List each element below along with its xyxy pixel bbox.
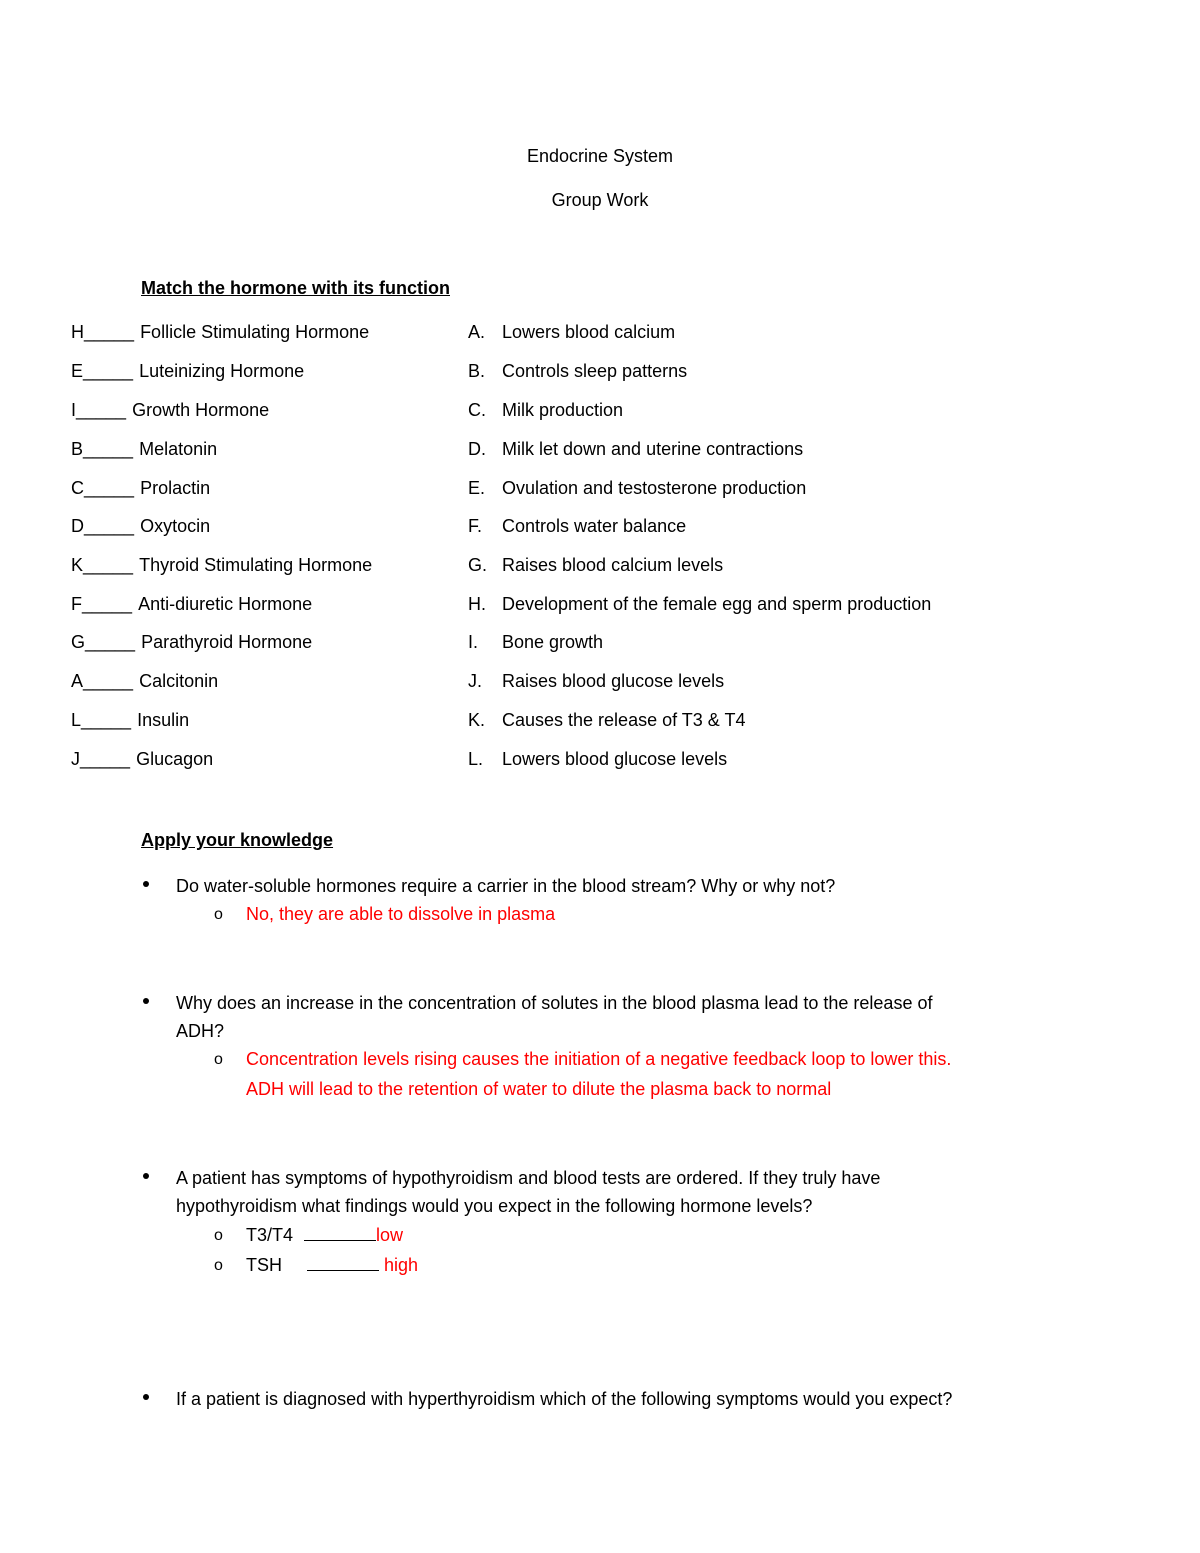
hormone-answer: F	[71, 594, 82, 614]
function-letter: B.	[468, 361, 486, 381]
hormone-level-label: T3/T4	[246, 1225, 294, 1245]
question-2-line-2: ADH?	[176, 1021, 225, 1041]
function-row	[468, 437, 803, 461]
hormone-row	[71, 669, 218, 693]
hormone-level-answer: high	[384, 1255, 419, 1275]
bullet-icon	[143, 1173, 149, 1179]
hormone-answer: D	[71, 516, 84, 536]
function-row	[468, 592, 931, 616]
hormone-row	[71, 708, 189, 732]
hormone-name: Prolactin	[140, 478, 211, 498]
function-text: Development of the female egg and sperm production	[502, 594, 932, 614]
hormone-name: Melatonin	[139, 439, 218, 459]
function-row	[468, 359, 687, 383]
function-text: Controls water balance	[502, 516, 687, 536]
function-row	[468, 476, 806, 500]
hormone-answer: J	[71, 749, 80, 769]
hormone-level-item-tsh	[246, 1253, 418, 1277]
answer-blank	[307, 1266, 379, 1271]
function-row	[468, 669, 724, 693]
function-text: Milk let down and uterine contractions	[502, 439, 804, 459]
function-text: Raises blood glucose levels	[502, 671, 725, 691]
function-row	[468, 398, 623, 422]
sub-bullet-icon: o	[214, 1227, 223, 1244]
hormone-row	[71, 747, 213, 771]
hormone-name: Luteinizing Hormone	[139, 361, 305, 381]
sub-bullet-icon: o	[214, 1257, 223, 1274]
question-4: If a patient is diagnosed with hyperthyroidism which of the following symptoms would you expect?	[176, 1389, 953, 1409]
function-row	[468, 630, 603, 654]
hormone-name: Follicle Stimulating Hormone	[140, 322, 370, 342]
hormone-row	[71, 514, 210, 538]
hormone-name: Thyroid Stimulating Hormone	[139, 555, 373, 575]
hormone-answer: A	[71, 671, 84, 691]
hormone-answer: G	[71, 632, 86, 652]
hormone-row	[71, 398, 269, 422]
question-3-line-2: hypothyroidism what findings would you expect in the following hormone levels?	[176, 1196, 813, 1216]
hormone-row	[71, 359, 304, 383]
answer-blank	[304, 1236, 376, 1241]
hormone-level-item-t3t4	[246, 1223, 403, 1247]
function-letter: H.	[468, 594, 486, 614]
function-text: Causes the release of T3 & T4	[502, 710, 746, 730]
answer-blank: _____	[84, 478, 135, 498]
question-3-line-1: A patient has symptoms of hypothyroidism and blood tests are ordered. If they truly have	[176, 1168, 881, 1188]
answer-blank: _____	[76, 400, 127, 420]
bullet-icon	[143, 1394, 149, 1400]
hormone-row	[71, 476, 210, 500]
function-letter: I.	[468, 632, 479, 652]
answer-blank: _____	[81, 710, 132, 730]
function-text: Raises blood calcium levels	[502, 555, 724, 575]
answer-blank: _____	[83, 361, 134, 381]
function-letter: D.	[468, 439, 486, 459]
apply-heading: Apply your knowledge	[141, 830, 334, 850]
answer-blank: _____	[83, 671, 134, 691]
function-text: Controls sleep patterns	[502, 361, 688, 381]
hormone-answer: H	[71, 322, 84, 342]
answer-blank: _____	[83, 555, 134, 575]
hormone-answer: E	[71, 361, 84, 381]
function-row	[468, 514, 686, 538]
hormone-answer: K	[71, 555, 84, 575]
hormone-name: Insulin	[137, 710, 190, 730]
question-2-line-1: Why does an increase in the concentration of solutes in the blood plasma lead to the release of	[176, 993, 933, 1013]
sub-bullet-icon: o	[214, 1051, 223, 1068]
function-text: Lowers blood glucose levels	[502, 749, 728, 769]
hormone-answer: C	[71, 478, 84, 498]
hormone-name: Oxytocin	[140, 516, 211, 536]
hormone-name: Anti-diuretic Hormone	[138, 594, 313, 614]
question-1: Do water-soluble hormones require a carrier in the blood stream? Why or why not?	[176, 876, 836, 896]
function-row	[468, 320, 675, 344]
hormone-answer: I	[71, 400, 77, 420]
hormone-level-answer: low	[376, 1225, 404, 1245]
hormone-row	[71, 437, 217, 461]
hormone-row	[71, 630, 312, 654]
hormone-row	[71, 553, 372, 577]
function-letter: J.	[468, 671, 483, 691]
hormone-name: Glucagon	[136, 749, 214, 769]
function-row	[468, 747, 727, 771]
answer-blank: _____	[82, 594, 133, 614]
answer-blank: _____	[84, 516, 135, 536]
sub-bullet-icon: o	[214, 906, 223, 923]
hormone-name: Parathyroid Hormone	[141, 632, 313, 652]
bullet-icon	[143, 881, 149, 887]
answer-blank: _____	[84, 322, 135, 342]
answer-2-line-1: Concentration levels rising causes the initiation of a negative feedback loop to lower this.	[246, 1049, 952, 1069]
function-letter: F.	[468, 516, 483, 536]
function-letter: E.	[468, 478, 486, 498]
hormone-row	[71, 592, 312, 616]
answer-1: No, they are able to dissolve in plasma	[246, 904, 556, 924]
hormone-level-label: TSH	[246, 1255, 282, 1275]
function-text: Milk production	[502, 400, 624, 420]
answer-blank: _____	[83, 439, 134, 459]
function-text: Ovulation and testosterone production	[502, 478, 807, 498]
function-letter: C.	[468, 400, 486, 420]
function-text: Bone growth	[502, 632, 604, 652]
match-heading: Match the hormone with its function	[141, 278, 450, 298]
function-letter: K.	[468, 710, 486, 730]
function-row	[468, 553, 723, 577]
answer-2-line-2: ADH will lead to the retention of water to dilute the plasma back to normal	[246, 1079, 832, 1099]
bullet-icon	[143, 998, 149, 1004]
function-text: Lowers blood calcium	[502, 322, 676, 342]
hormone-row	[71, 320, 369, 344]
hormone-answer: B	[71, 439, 84, 459]
function-letter: L.	[468, 749, 484, 769]
function-letter: G.	[468, 555, 488, 575]
function-row	[468, 708, 745, 732]
answer-blank: _____	[80, 749, 131, 769]
hormone-answer: L	[71, 710, 82, 730]
answer-blank: _____	[85, 632, 136, 652]
hormone-name: Calcitonin	[139, 671, 219, 691]
document-subtitle: Group Work	[551, 190, 649, 210]
function-letter: A.	[468, 322, 486, 342]
document-title: Endocrine System	[526, 146, 674, 166]
hormone-name: Growth Hormone	[132, 400, 270, 420]
